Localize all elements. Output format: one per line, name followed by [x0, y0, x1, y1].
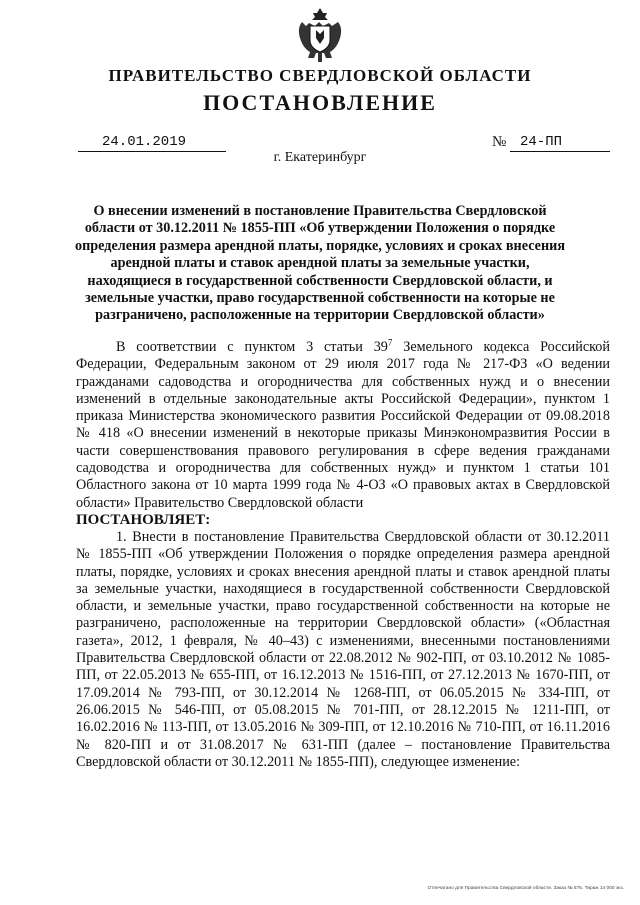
coat-of-arms-emblem: [296, 6, 344, 64]
preamble-paragraph: В соответствии с пунктом 3 статьи $39^7$ Земельного кодекса Российской Федерации, Федеральным законом от 29 июля 2017 года № 217-ФЗ «О ведении гражданами садоводства и огородничества для собственных нужд и о внесении изменений в отдельные законодательные акты Российской Федерации», пунктом 1 приказа Министерства экономического развития Российской Федерации от 09.08.2018 № 418 «О внесении изменений в некоторые приказы Минэкономразвития России в части совершенствования правового регулирования в сфере ведения гражданами садоводства и огородничества для собственных нужд» и пунктом 1 статьи 101 Областного закона от 10 марта 1999 года № 4-ОЗ «О правовых актах в Свердловской области» Правительство Свердловской области: [76, 337, 610, 511]
government-name: ПРАВИТЕЛЬСТВО СВЕРДЛОВСКОЙ ОБЛАСТИ: [108, 66, 532, 85]
document-body: [76, 339, 610, 771]
paragraph-1: 1. Внести в постановление Правительства Свердловской области от 30.12.2011 № 1855-ПП «Об утверждении Положения о порядке определения размера арендной платы, порядке, условиях и сроках внесения арендной платы и ставок арендной платы за земельные участки, находящиеся в государственной собственности Свердловской области, и земельные участки, право государственной собственности на которые не разграничено, расположенные на территории Свердловской области» («Областная газета», 2012, 1 февраля, № 40–43) с изменениями, внесенными постановлениями Правительства Свердловской области от 22.08.2012 № 902-ПП, от 03.10.2012 № 1085-ПП, от 22.05.2013 № 655-ПП, от 16.12.2013 № 1516-ПП, от 27.12.2013 № 1670-ПП, от 17.09.2014 № 793-ПП, от 30.12.2014 № 1268-ПП, от 06.05.2015 № 334-ПП, от 26.06.2015 № 546-ПП, от 05.08.2015 № 701-ПП, от 28.12.2015 № 1211-ПП, от 16.02.2016 № 113-ПП, от 13.05.2016 № 309-ПП, от 12.10.2016 № 710-ПП, от 16.11.2016 № 820-ПП и от 31.08.2017 № 631-ПП (далее – постановление Правительства Свердловской области от 30.12.2011 № 1855-ПП), следующее изменение:: [76, 528, 610, 770]
document-type: ПОСТАНОВЛЕНИЕ: [203, 90, 437, 115]
city: г. Екатеринбург: [273, 150, 367, 165]
print-footer: Отпечатано для Правительства Свердловской области. Заказ № 575. Тираж 14 000 экз.: [427, 886, 624, 891]
decree-heading: ПОСТАНОВЛЯЕТ:: [76, 511, 211, 528]
document-title: О внесении изменений в постановление Правительства Свердловской области от 30.12.2011 № 1855-ПП «Об утверждении Положения о порядке определения размера арендной платы, порядке, условиях и сроках внесения арендной платы и ставок арендной платы за земельные участки, находящиеся в государственной собственности Свердловской области, и земельные участки, право государственной собственности на которые не разграничено, расположенные на территории Свердловской области»: [75, 203, 565, 324]
number-label: №: [492, 134, 507, 150]
document-date: 24.01.2019: [102, 134, 187, 150]
document-number: 24-ПП: [520, 134, 563, 150]
